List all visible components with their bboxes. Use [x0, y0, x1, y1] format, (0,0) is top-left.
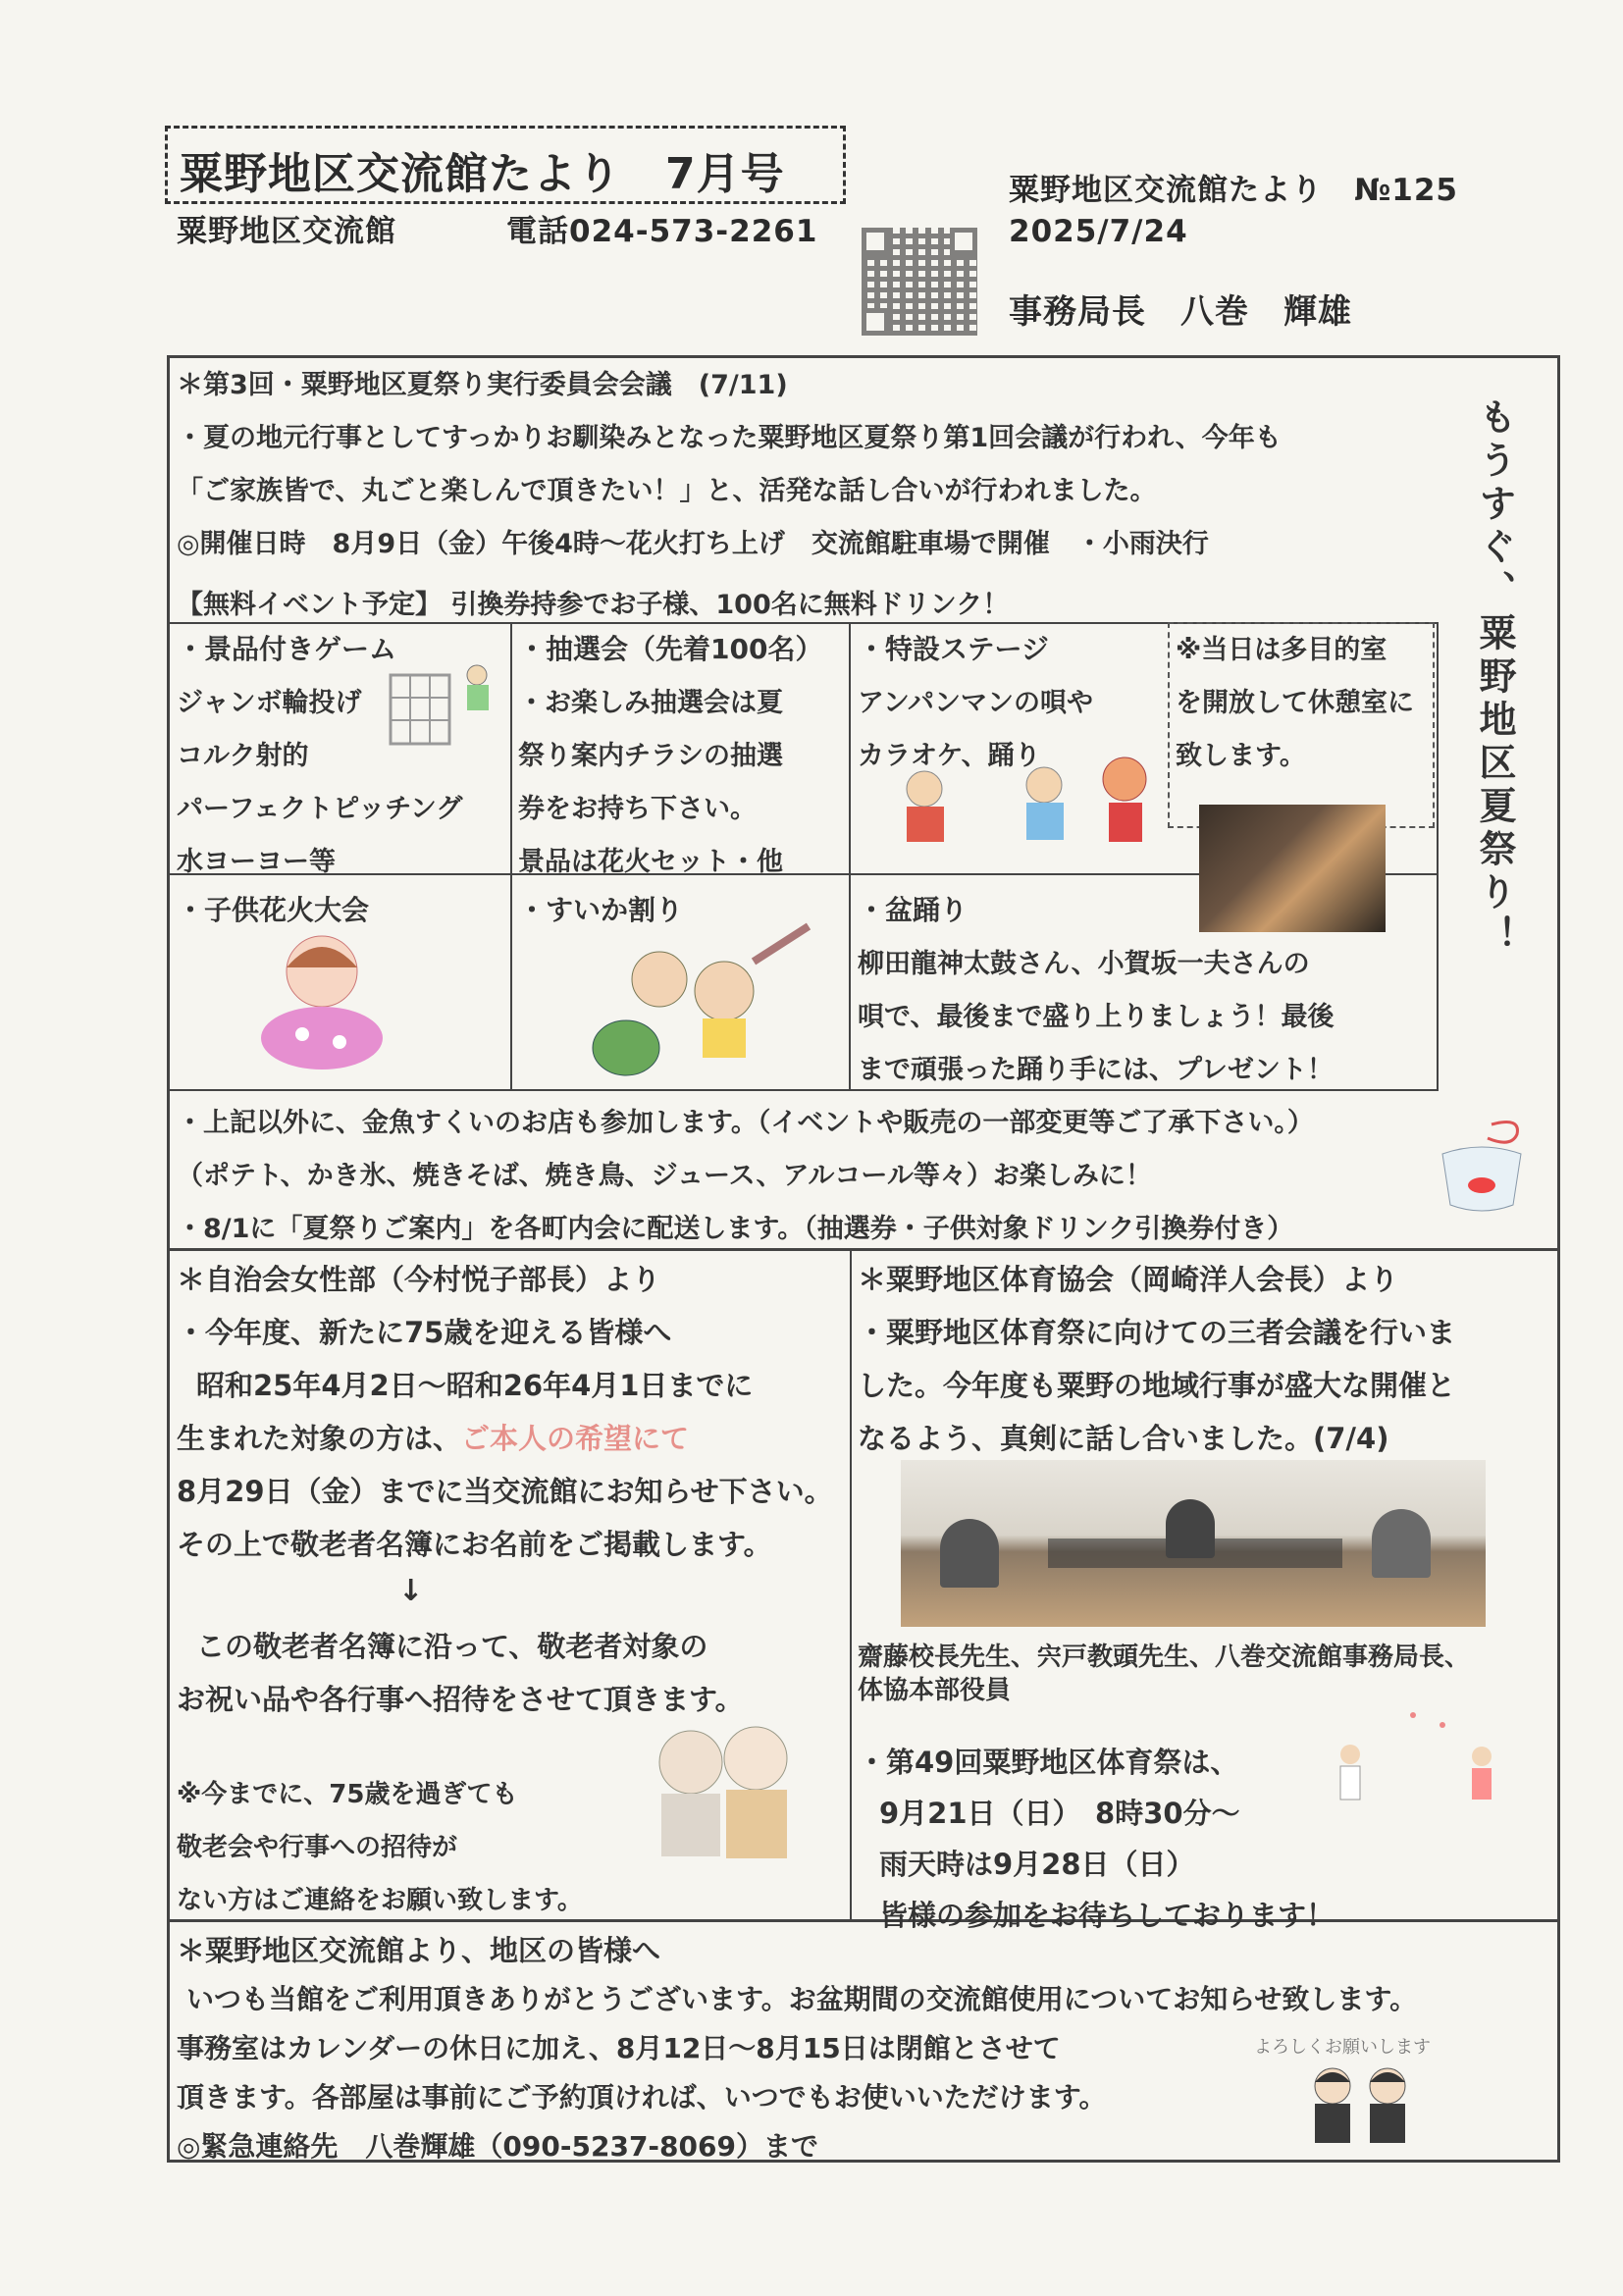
org-name: 粟野地区交流館: [177, 214, 396, 249]
festival-side-banner: もうすぐ、粟野地区夏祭り！: [1473, 397, 1516, 959]
divider: [850, 1248, 852, 1921]
sports-event: 雨天時は9月28日（日）: [879, 1848, 1195, 1881]
newsletter-title: 粟野地区交流館たより 7月号: [165, 126, 846, 204]
list-item: 景品は花火セット・他: [518, 847, 783, 877]
list-item: まで頑張った踊り手には、プレゼント！: [858, 1055, 1334, 1085]
list-item: 券をお持ち下さい。: [518, 794, 757, 824]
photo-caption: 齋藤校長先生、宍戸教頭先生、八巻交流館事務局長、: [858, 1643, 1471, 1672]
sports-heading: ＊粟野地区体育協会（岡崎洋人会長）より: [858, 1263, 1399, 1296]
festival-note: ・8/1に「夏祭りご案内」を各町内会に配送します。（抽選券・子供対象ドリンク引換券付き）: [177, 1214, 1294, 1244]
relay-runners-illustration: [1325, 1696, 1521, 1852]
list-item: コルク射的: [177, 741, 309, 771]
watermelon-split-illustration: [587, 922, 822, 1079]
rest-room-text: ※当日は多目的室: [1176, 635, 1387, 665]
festival-schedule: ◎開催日時 8月9日（金）午後4時～花火打ち上げ 交流館駐車場で開催 ・小雨決行: [177, 529, 1209, 559]
emergency-contact: ◎緊急連絡先 八巻輝雄（090-5237-8069）まで: [177, 2130, 818, 2163]
yukata-girl-illustration: [243, 928, 410, 1075]
sports-event: 9月21日（日） 8時30分～: [879, 1797, 1240, 1830]
rest-room-text: を開放して休憩室に: [1176, 688, 1414, 718]
elderly-couple-illustration: [640, 1719, 807, 1866]
notice-text: いつも当館をご利用頂きありがとうございます。お盆期間の交流館使用についてお知らせ致します。: [186, 1983, 1418, 2015]
highlight-text: ご本人の希望にて: [461, 1422, 690, 1455]
down-arrow-icon: ↓: [398, 1574, 424, 1608]
ring-toss-illustration: [381, 655, 502, 765]
sports-text: なるよう、真剣に話し合いました。(7/4): [858, 1422, 1389, 1455]
divider: [167, 1919, 1560, 1922]
free-event-notice: 【無料イベント予定】 引換券持参でお子様、100名に無料ドリンク！: [177, 590, 1010, 620]
women-text: この敬老者名簿に沿って、敬老者対象の: [196, 1630, 708, 1663]
greeting-caption: よろしくお願いします: [1254, 2037, 1431, 2058]
festival-note: ・上記以外に、金魚すくいのお店も参加します。（イベントや販売の一部変更等ご了承下さい。）: [177, 1108, 1314, 1138]
women-note: 敬老会や行事への招待が: [177, 1833, 458, 1862]
women-text: ・今年度、新たに75歳を迎える皆様へ: [177, 1316, 672, 1349]
women-text: [177, 1417, 689, 1457]
list-item: アンパンマンの唄や: [858, 688, 1094, 718]
list-item: カラオケ、踊り: [858, 741, 1041, 771]
watermelon-title: ・すいか割り: [518, 894, 684, 926]
phone-number: 電話024-573-2261: [506, 214, 818, 249]
list-item: 唄で、最後まで盛り上りましょう！最後: [858, 1002, 1335, 1032]
divider: [510, 622, 512, 1089]
women-text: 昭和25年4月2日～昭和26年4月1日までに: [196, 1369, 754, 1402]
stage-title: ・特設ステージ: [858, 633, 1049, 665]
dancing-children-illustration: [867, 756, 1162, 871]
divider: [849, 622, 851, 1089]
issue-date: 2025/7/24: [1009, 214, 1188, 249]
women-text-part: 生まれた対象の方は、: [177, 1422, 462, 1455]
women-text: お祝い品や各行事へ招待をさせて頂きます。: [177, 1683, 744, 1716]
fireworks-title: ・子供花火大会: [177, 894, 370, 926]
list-item: ジャンボ輪投げ: [177, 688, 362, 718]
goldfish-bag-illustration: [1423, 1115, 1541, 1217]
notice-text: 事務室はカレンダーの休日に加え、8月12日～8月15日は閉館とさせて: [177, 2032, 1061, 2064]
newsletter-number: 粟野地区交流館たより №125: [1009, 173, 1459, 208]
festival-photo: [1199, 805, 1386, 932]
list-item: パーフェクトピッチング: [177, 794, 463, 824]
sports-text: した。今年度も粟野の地域行事が盛大な開催と: [858, 1369, 1456, 1402]
rest-room-text: 致します。: [1176, 741, 1306, 771]
qr-code-icon: [862, 228, 977, 336]
notice-heading: ＊粟野地区交流館より、地区の皆様へ: [177, 1934, 661, 1967]
list-item: 柳田龍神太鼓さん、小賀坂一夫さんの: [858, 949, 1310, 979]
notice-text: 頂きます。各部屋は事前にご予約頂ければ、いつでもお使いいただけます。: [177, 2081, 1107, 2113]
bon-odori-title: ・盆踊り: [858, 894, 969, 926]
sports-text: ・粟野地区体育祭に向けての三者会議を行いま: [858, 1316, 1456, 1349]
bowing-staff-illustration: [1305, 2061, 1423, 2149]
author-name: 事務局長 八巻 輝雄: [1009, 292, 1352, 332]
women-text: 8月29日（金）までに当交流館にお知らせ下さい。: [177, 1475, 833, 1508]
festival-heading: ＊第3回・粟野地区夏祭り実行委員会会議 (7/11): [177, 370, 788, 400]
meeting-photo: [901, 1460, 1486, 1627]
sports-event: 皆様の参加をお待ちしております！: [879, 1899, 1335, 1932]
women-text: その上で敬老者名簿にお名前をご掲載します。: [177, 1528, 772, 1561]
festival-text: 「ご家族皆で、丸ごと楽しんで頂きたい！」と、活発な話し合いが行われました。: [177, 476, 1157, 506]
lottery-title: ・抽選会（先着100名）: [518, 633, 823, 665]
photo-caption: 体協本部役員: [858, 1676, 1012, 1705]
women-note: ない方はご連絡をお願い致します。: [177, 1886, 583, 1915]
list-item: ・お楽しみ抽選会は夏: [518, 688, 783, 718]
sports-event: ・第49回粟野地区体育祭は、: [858, 1746, 1239, 1779]
festival-text: ・夏の地元行事としてすっかりお馴染みとなった粟野地区夏祭り第1回会議が行われ、今年も: [177, 423, 1282, 453]
list-item: 水ヨーヨー等: [177, 847, 336, 877]
women-note: ※今までに、75歳を過ぎても: [177, 1780, 518, 1809]
women-heading: ＊自治会女性部（今村悦子部長）より: [177, 1263, 661, 1296]
list-item: 祭り案内チラシの抽選: [518, 741, 783, 771]
divider: [167, 1089, 1439, 1091]
game-title: ・景品付きゲーム: [177, 633, 397, 665]
divider: [1437, 622, 1439, 1089]
festival-note: （ポテト、かき氷、焼きそば、焼き鳥、ジュース、アルコール等々）お楽しみに！: [177, 1161, 1152, 1191]
divider: [167, 1248, 1560, 1251]
